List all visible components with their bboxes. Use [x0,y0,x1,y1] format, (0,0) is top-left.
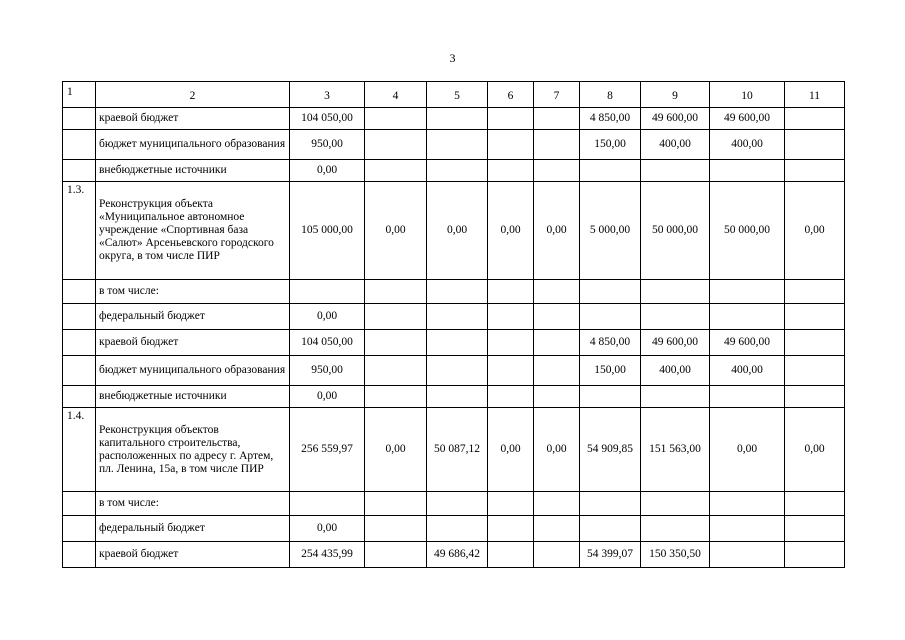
cell-col8: 54 399,07 [580,542,641,568]
cell-name: краевой бюджет [96,330,290,356]
cell-col3: 254 435,99 [290,542,365,568]
cell-number [63,542,96,568]
cell-col8 [580,386,641,408]
cell-col5: 0,00 [427,182,488,280]
cell-col9 [641,280,710,304]
cell-col4 [365,516,427,542]
cell-col5 [427,356,488,386]
cell-col4 [365,108,427,130]
cell-col6 [488,130,534,160]
cell-number [63,304,96,330]
cell-col9: 400,00 [641,356,710,386]
cell-col5 [427,386,488,408]
cell-col8 [580,304,641,330]
cell-col5 [427,160,488,182]
cell-col10: 400,00 [710,356,785,386]
cell-col10 [710,542,785,568]
cell-col9: 400,00 [641,130,710,160]
cell-name: бюджет муниципального образования [96,130,290,160]
table-row [63,492,845,516]
header-cell-10: 10 [710,82,785,108]
cell-col3: 0,00 [290,160,365,182]
cell-col5 [427,516,488,542]
cell-col4: 0,00 [365,408,427,492]
cell-name: внебюджетные источники [96,386,290,408]
cell-col10 [710,304,785,330]
cell-col11 [785,108,845,130]
header-cell-2: 2 [96,82,290,108]
header-cell-4: 4 [365,82,427,108]
page-number: 3 [449,51,456,65]
cell-number [63,280,96,304]
cell-name: Реконструкция объекта «Муниципальное автономное учреждение «Спортивная база «Салют» Арсеньевского городского округа, в том числе ПИР [96,182,290,280]
cell-number [63,160,96,182]
cell-name: федеральный бюджет [96,516,290,542]
cell-col9 [641,492,710,516]
cell-col9 [641,160,710,182]
cell-number: 1.3. [63,182,96,280]
cell-col3: 950,00 [290,130,365,160]
cell-col6: 0,00 [488,408,534,492]
cell-col9: 151 563,00 [641,408,710,492]
cell-col8: 54 909,85 [580,408,641,492]
cell-col8 [580,492,641,516]
cell-col3: 104 050,00 [290,330,365,356]
cell-col4: 0,00 [365,182,427,280]
cell-col3: 105 000,00 [290,182,365,280]
cell-col11 [785,160,845,182]
cell-col11 [785,304,845,330]
cell-col10: 50 000,00 [710,182,785,280]
cell-col8 [580,516,641,542]
cell-col11 [785,492,845,516]
cell-col8 [580,160,641,182]
cell-col7 [534,542,580,568]
cell-col10: 49 600,00 [710,108,785,130]
cell-name: краевой бюджет [96,108,290,130]
table-row [63,386,845,408]
cell-col7 [534,160,580,182]
cell-col3: 950,00 [290,356,365,386]
cell-col7 [534,108,580,130]
cell-col7 [534,304,580,330]
cell-col11: 0,00 [785,182,845,280]
cell-name: в том числе: [96,280,290,304]
cell-name: внебюджетные источники [96,160,290,182]
cell-number [63,516,96,542]
header-cell-8: 8 [580,82,641,108]
cell-col9 [641,386,710,408]
cell-col11 [785,386,845,408]
cell-col6 [488,160,534,182]
cell-col7 [534,492,580,516]
cell-col8: 4 850,00 [580,108,641,130]
cell-col3: 0,00 [290,304,365,330]
cell-number [63,386,96,408]
cell-col5 [427,108,488,130]
table-row [63,516,845,542]
cell-col8: 5 000,00 [580,182,641,280]
cell-col10 [710,386,785,408]
table-row [63,356,845,386]
cell-col7 [534,130,580,160]
cell-col6 [488,304,534,330]
cell-col6 [488,280,534,304]
cell-col5 [427,330,488,356]
cell-col4 [365,330,427,356]
header-cell-9: 9 [641,82,710,108]
cell-col5: 49 686,42 [427,542,488,568]
cell-col4 [365,356,427,386]
cell-col9: 50 000,00 [641,182,710,280]
cell-name: федеральный бюджет [96,304,290,330]
cell-col4 [365,386,427,408]
cell-col11 [785,542,845,568]
cell-name: Реконструкция объектов капитального строительства, расположенных по адресу г. Артем, пл. Ленина, 15а, в том числе ПИР [96,408,290,492]
cell-col10: 49 600,00 [710,330,785,356]
cell-number [63,108,96,130]
cell-col7 [534,516,580,542]
cell-col4 [365,280,427,304]
cell-col11 [785,356,845,386]
cell-col11 [785,330,845,356]
cell-col4 [365,130,427,160]
cell-col6: 0,00 [488,182,534,280]
cell-col10 [710,160,785,182]
cell-col3: 256 559,97 [290,408,365,492]
cell-col3 [290,280,365,304]
cell-col7 [534,386,580,408]
cell-col6 [488,330,534,356]
cell-col5 [427,130,488,160]
cell-col8: 150,00 [580,356,641,386]
table-row [63,330,845,356]
cell-col3 [290,492,365,516]
cell-col10 [710,492,785,516]
budget-table [62,81,845,568]
cell-col7: 0,00 [534,408,580,492]
cell-col9 [641,516,710,542]
cell-name: краевой бюджет [96,542,290,568]
cell-col7 [534,356,580,386]
table-header-row [63,82,845,108]
cell-number: 1.4. [63,408,96,492]
cell-col7: 0,00 [534,182,580,280]
header-cell-7: 7 [534,82,580,108]
cell-col5 [427,280,488,304]
cell-col10: 400,00 [710,130,785,160]
cell-col9 [641,304,710,330]
cell-col6 [488,108,534,130]
cell-col7 [534,330,580,356]
table-row [63,130,845,160]
cell-col8: 4 850,00 [580,330,641,356]
cell-col11 [785,516,845,542]
cell-col6 [488,386,534,408]
table-row [63,182,845,280]
cell-number [63,130,96,160]
header-cell-3: 3 [290,82,365,108]
cell-col6 [488,542,534,568]
cell-name: в том числе: [96,492,290,516]
header-cell-6: 6 [488,82,534,108]
cell-col9: 49 600,00 [641,330,710,356]
cell-col4 [365,160,427,182]
cell-col11 [785,280,845,304]
cell-col9: 49 600,00 [641,108,710,130]
cell-col10 [710,280,785,304]
cell-col5: 50 087,12 [427,408,488,492]
cell-col4 [365,492,427,516]
table-row [63,160,845,182]
cell-col4 [365,542,427,568]
cell-col6 [488,516,534,542]
cell-number [63,356,96,386]
cell-col11 [785,130,845,160]
cell-col3: 0,00 [290,386,365,408]
cell-col8 [580,280,641,304]
cell-col6 [488,356,534,386]
cell-col4 [365,304,427,330]
cell-col7 [534,280,580,304]
header-cell-5: 5 [427,82,488,108]
header-cell-1: 1 [63,82,96,108]
table-row [63,108,845,130]
header-cell-11: 11 [785,82,845,108]
cell-col8: 150,00 [580,130,641,160]
cell-number [63,492,96,516]
table-row [63,280,845,304]
cell-col6 [488,492,534,516]
table-row [63,408,845,492]
cell-col3: 104 050,00 [290,108,365,130]
cell-number [63,330,96,356]
cell-col5 [427,304,488,330]
cell-col10 [710,516,785,542]
cell-col11: 0,00 [785,408,845,492]
table-row [63,304,845,330]
table-row [63,542,845,568]
cell-col3: 0,00 [290,516,365,542]
cell-col9: 150 350,50 [641,542,710,568]
cell-col10: 0,00 [710,408,785,492]
cell-col5 [427,492,488,516]
cell-name: бюджет муниципального образования [96,356,290,386]
